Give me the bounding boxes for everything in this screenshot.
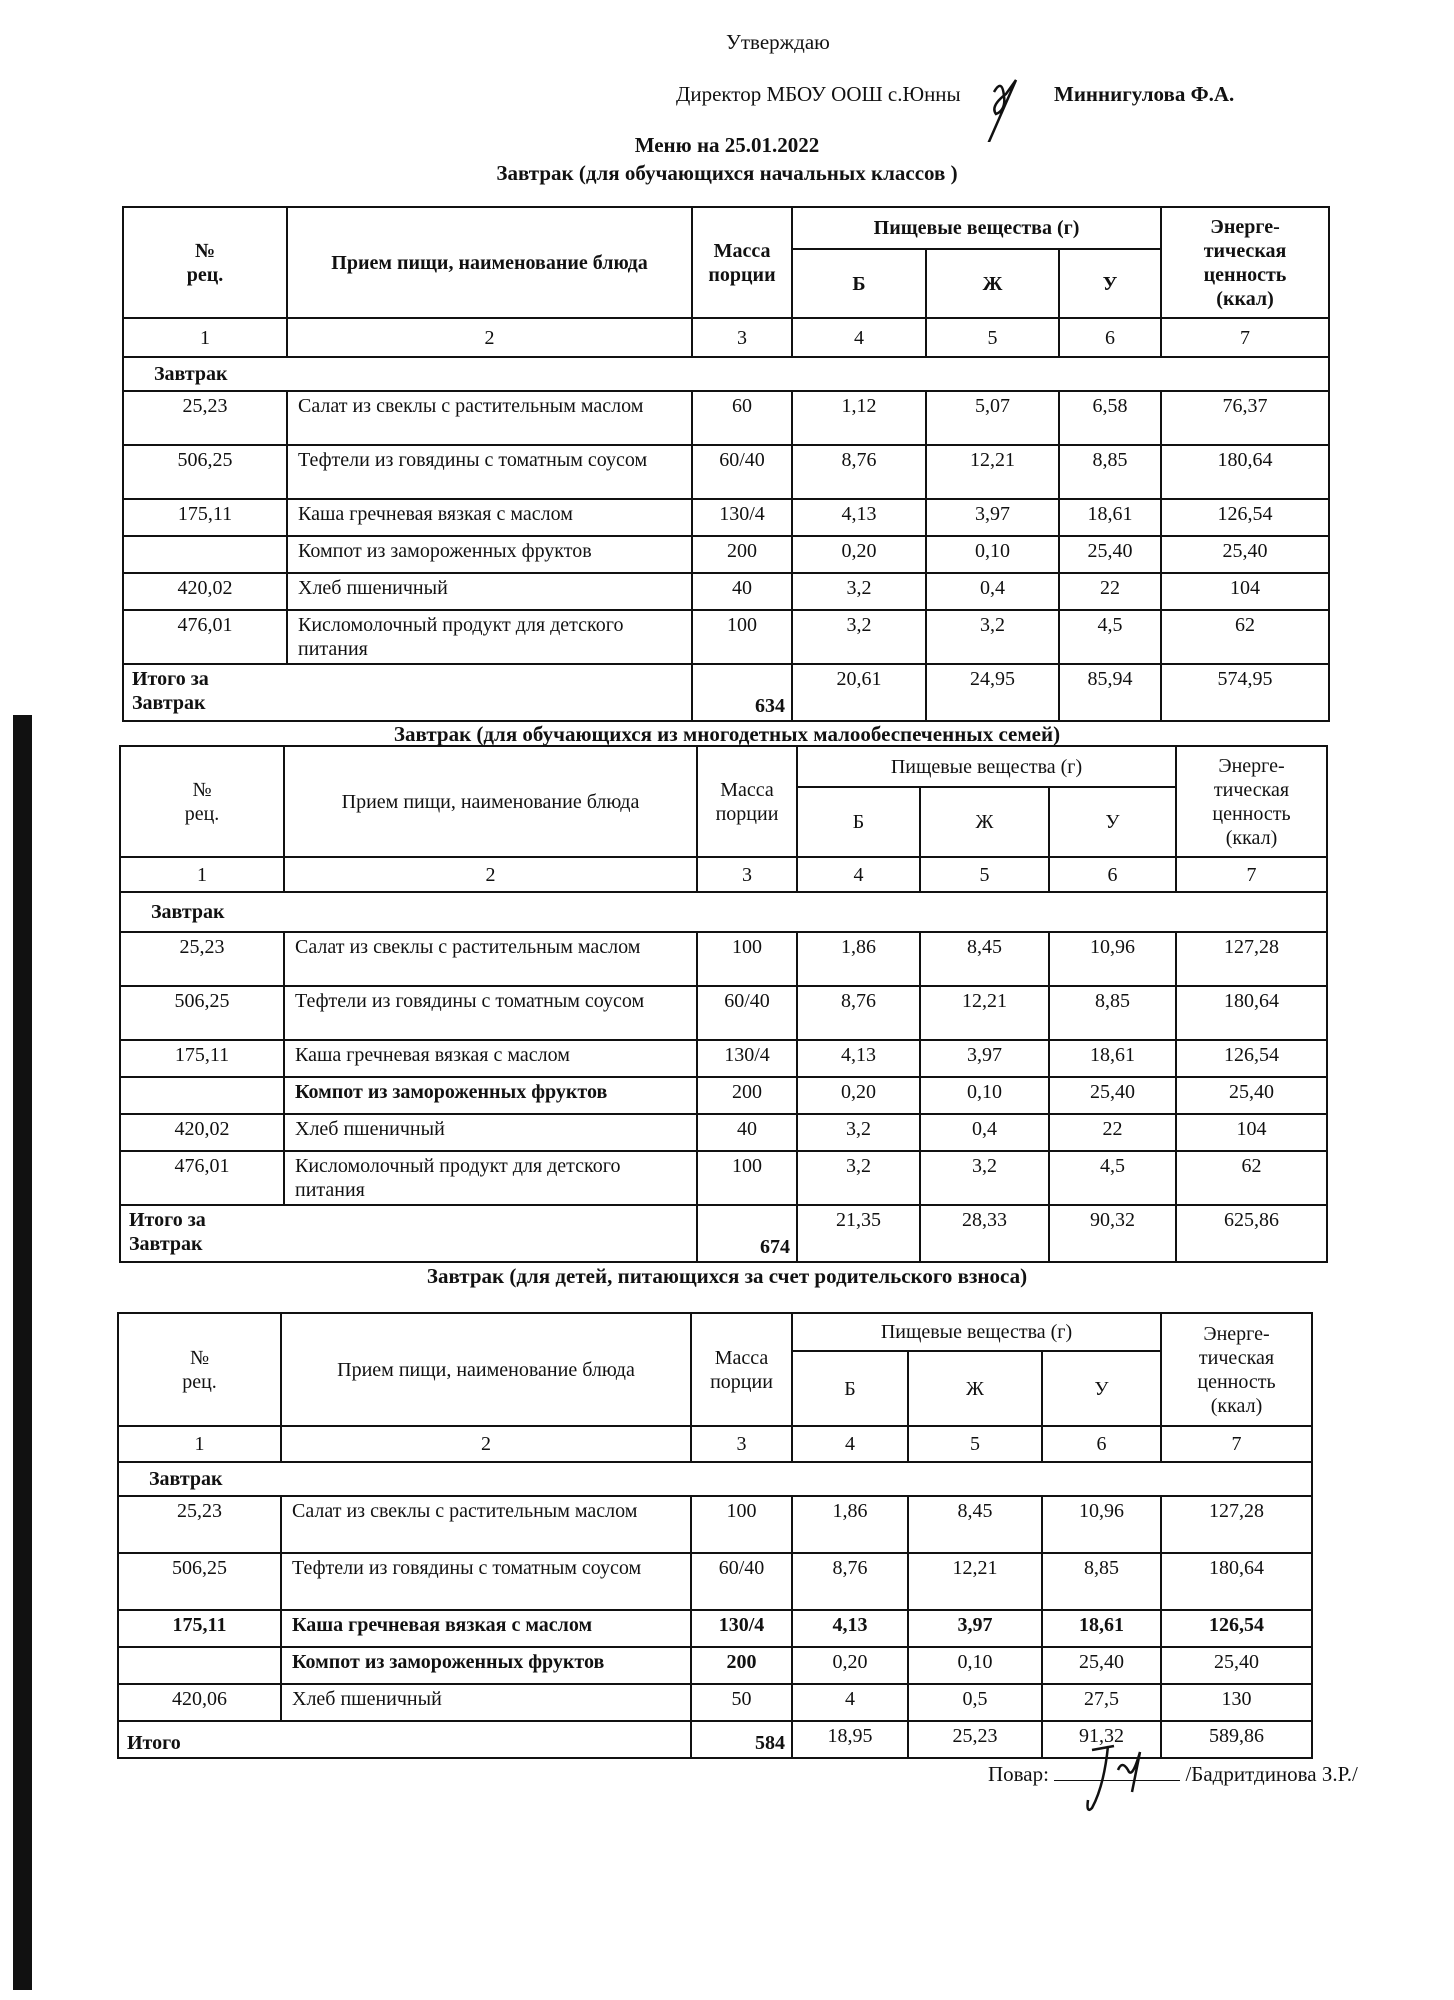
energy-kcal: 104 [1176,1114,1327,1151]
carbs: 18,61 [1042,1610,1161,1647]
header-carbs: У [1042,1351,1161,1426]
header-nutrients: Пищевые вещества (г) [792,207,1161,249]
recipe-no: 25,23 [120,932,284,986]
table-row [120,1151,1327,1205]
section-row [123,357,1329,391]
column-number: 6 [1049,857,1176,892]
header-line: № [189,1346,210,1369]
total-mass: 674 [697,1205,797,1262]
section-label: Завтрак [120,892,1327,932]
director-line [676,82,1235,107]
portion-mass: 100 [697,1151,797,1205]
fat: 3,2 [920,1151,1049,1205]
header-line: тическая [1213,778,1290,801]
dish-name: Тефтели из говядины с томатным соусом [281,1553,691,1610]
header-line: порции [715,802,779,825]
table-row [118,1553,1312,1610]
carbs: 10,96 [1049,932,1176,986]
header-line: (ккал) [1210,1394,1263,1417]
portion-mass: 40 [692,573,792,610]
column-number: 5 [926,318,1059,357]
fat: 3,97 [908,1610,1042,1647]
header-line: рец. [186,263,224,286]
total-mass: 584 [691,1721,792,1758]
dish-name: Хлеб пшеничный [281,1684,691,1721]
dish-name: Тефтели из говядины с томатным соусом [287,445,692,499]
table-row [120,1040,1327,1077]
table-2-title: Завтрак (для обучающихся из многодетных малообеспеченных семей) [393,722,1061,746]
table-row [118,1684,1312,1721]
portion-mass: 130/4 [697,1040,797,1077]
header-line: Энерге- [1218,754,1285,777]
director-name: Миннигулова Ф.А. [1054,82,1235,106]
header-protein: Б [792,1351,908,1426]
recipe-no: 175,11 [123,499,287,536]
energy-kcal: 25,40 [1161,1647,1312,1684]
section-row [118,1462,1312,1496]
table-row [123,391,1329,445]
total-carbs: 90,32 [1049,1205,1176,1262]
header-mass [697,746,797,857]
energy-kcal: 130 [1161,1684,1312,1721]
header-dish: Прием пищи, наименование блюда [281,1313,691,1426]
header-line: тическая [1203,239,1287,262]
dish-name: Хлеб пшеничный [284,1114,697,1151]
table-3-title: Завтрак (для детей, питающихся за счет родительского взноса) [426,1264,1028,1288]
energy-kcal: 180,64 [1161,1553,1312,1610]
total-label [120,1205,697,1262]
fat: 0,10 [908,1647,1042,1684]
recipe-no: 175,11 [118,1610,281,1647]
table-row [120,1077,1327,1114]
fat: 3,97 [920,1040,1049,1077]
header-carbs: У [1049,787,1176,857]
total-carbs: 85,94 [1059,664,1161,721]
fat: 3,97 [926,499,1059,536]
header-row [118,1313,1312,1351]
header-nutrients: Пищевые вещества (г) [792,1313,1161,1351]
energy-kcal: 25,40 [1176,1077,1327,1114]
header-dish: Прием пищи, наименование блюда [284,746,697,857]
header-energy [1161,1313,1312,1426]
protein: 8,76 [792,1553,908,1610]
dish-name: Салат из свеклы с растительным маслом [281,1496,691,1553]
menu-title: Меню на 25.01.2022 [634,133,820,157]
header-protein: Б [797,787,920,857]
protein: 8,76 [792,445,926,499]
column-number: 4 [792,1426,908,1462]
column-number-row [120,857,1327,892]
column-number: 1 [118,1426,281,1462]
energy-kcal: 62 [1176,1151,1327,1205]
dish-name: Каша гречневая вязкая с маслом [287,499,692,536]
header-carbs: У [1059,249,1161,318]
header-row [123,207,1329,249]
table-row [118,1647,1312,1684]
dish-name: Хлеб пшеничный [287,573,692,610]
recipe-no [123,536,287,573]
table-row [123,610,1329,664]
fat: 0,10 [920,1077,1049,1114]
header-mass [691,1313,792,1426]
header-mass [692,207,792,318]
portion-mass: 130/4 [692,499,792,536]
column-number: 5 [908,1426,1042,1462]
total-mass: 634 [692,664,792,721]
energy-kcal: 62 [1161,610,1329,664]
column-number: 7 [1161,1426,1312,1462]
header-line: № [194,239,216,262]
column-number: 2 [281,1426,691,1462]
header-recipe-no [120,746,284,857]
column-number: 6 [1059,318,1161,357]
header-line: № [192,778,212,801]
carbs: 25,40 [1049,1077,1176,1114]
header-line: рец. [184,802,220,825]
portion-mass: 60/40 [691,1553,792,1610]
protein: 3,2 [792,610,926,664]
protein: 3,2 [792,573,926,610]
dish-name: Каша гречневая вязкая с маслом [284,1040,697,1077]
fat: 8,45 [908,1496,1042,1553]
portion-mass: 200 [691,1647,792,1684]
protein: 0,20 [797,1077,920,1114]
carbs: 8,85 [1049,986,1176,1040]
column-number: 3 [691,1426,792,1462]
recipe-no: 420,02 [123,573,287,610]
header-energy [1161,207,1329,318]
header-energy [1176,746,1327,857]
header-line: ценность [1203,263,1287,286]
dish-name: Каша гречневая вязкая с маслом [281,1610,691,1647]
recipe-no: 420,02 [120,1114,284,1151]
header-line: порции [710,1370,773,1393]
cook-signature-line [988,1762,1358,1787]
table-row [123,536,1329,573]
carbs: 8,85 [1059,445,1161,499]
cook-name: /Бадритдинова З.Р./ [1185,1762,1358,1786]
carbs: 8,85 [1042,1553,1161,1610]
column-number: 7 [1161,318,1329,357]
energy-kcal: 126,54 [1161,1610,1312,1647]
carbs: 10,96 [1042,1496,1161,1553]
recipe-no [118,1647,281,1684]
total-label [123,664,692,721]
total-protein: 18,95 [792,1721,908,1758]
energy-kcal: 180,64 [1161,445,1329,499]
header-row [120,746,1327,787]
carbs: 4,5 [1059,610,1161,664]
recipe-no: 476,01 [123,610,287,664]
portion-mass: 130/4 [691,1610,792,1647]
dish-name: Компот из замороженных фруктов [284,1077,697,1114]
total-label-text: Итого за Завтрак [132,668,209,714]
total-label: Итого [118,1721,691,1758]
header-line: (ккал) [1225,826,1278,849]
table-row [120,986,1327,1040]
column-number-row [123,318,1329,357]
header-line: тическая [1198,1346,1275,1369]
dish-name: Кисломолочный продукт для детского питания [284,1151,697,1205]
column-number: 4 [797,857,920,892]
column-number: 2 [287,318,692,357]
portion-mass: 60/40 [697,986,797,1040]
table-row [123,499,1329,536]
energy-kcal: 126,54 [1176,1040,1327,1077]
header-fat: Ж [908,1351,1042,1426]
fat: 3,2 [926,610,1059,664]
total-energy: 589,86 [1161,1721,1312,1758]
fat: 12,21 [920,986,1049,1040]
total-carbs: 91,32 [1042,1721,1161,1758]
cook-signature [1074,1740,1164,1820]
portion-mass: 200 [697,1077,797,1114]
header-nutrients: Пищевые вещества (г) [797,746,1176,787]
portion-mass: 100 [697,932,797,986]
recipe-no: 25,23 [123,391,287,445]
total-protein: 21,35 [797,1205,920,1262]
column-number: 3 [697,857,797,892]
recipe-no: 506,25 [118,1553,281,1610]
total-energy: 574,95 [1161,664,1329,721]
fat: 5,07 [926,391,1059,445]
portion-mass: 50 [691,1684,792,1721]
portion-mass: 60/40 [692,445,792,499]
total-fat: 24,95 [926,664,1059,721]
protein: 4 [792,1684,908,1721]
header-line: Масса [713,239,771,262]
header-line: ценность [1212,802,1291,825]
portion-mass: 40 [697,1114,797,1151]
recipe-no: 506,25 [123,445,287,499]
scan-edge-bar [13,715,32,1990]
header-line: порции [708,263,776,286]
total-energy: 625,86 [1176,1205,1327,1262]
carbs: 6,58 [1059,391,1161,445]
recipe-no: 420,06 [118,1684,281,1721]
column-number: 4 [792,318,926,357]
header-fat: Ж [926,249,1059,318]
fat: 0,10 [926,536,1059,573]
protein: 3,2 [797,1151,920,1205]
recipe-no [120,1077,284,1114]
fat: 12,21 [908,1553,1042,1610]
fat: 12,21 [926,445,1059,499]
dish-name: Тефтели из говядины с томатным соусом [284,986,697,1040]
protein: 3,2 [797,1114,920,1151]
header-recipe-no [118,1313,281,1426]
table-row [120,1114,1327,1151]
header-dish: Прием пищи, наименование блюда [287,207,692,318]
column-number: 1 [123,318,287,357]
table-row [118,1496,1312,1553]
column-number: 5 [920,857,1049,892]
recipe-no: 175,11 [120,1040,284,1077]
total-fat: 28,33 [920,1205,1049,1262]
energy-kcal: 127,28 [1161,1496,1312,1553]
carbs: 27,5 [1042,1684,1161,1721]
energy-kcal: 25,40 [1161,536,1329,573]
carbs: 22 [1059,573,1161,610]
dish-name: Компот из замороженных фруктов [287,536,692,573]
column-number: 2 [284,857,697,892]
carbs: 25,40 [1059,536,1161,573]
table-row [120,932,1327,986]
total-label-text: Итого за Завтрак [129,1209,206,1255]
header-fat: Ж [920,787,1049,857]
section-label: Завтрак [118,1462,1312,1496]
dish-name: Салат из свеклы с растительным маслом [287,391,692,445]
recipe-no: 506,25 [120,986,284,1040]
carbs: 18,61 [1059,499,1161,536]
header-recipe-no [123,207,287,318]
column-number: 6 [1042,1426,1161,1462]
total-row [120,1205,1327,1262]
energy-kcal: 104 [1161,573,1329,610]
protein: 8,76 [797,986,920,1040]
header-line: Масса [720,778,774,801]
header-line: Энерге- [1203,1322,1270,1345]
header-line: Энерге- [1210,215,1280,238]
carbs: 22 [1049,1114,1176,1151]
recipe-no: 476,01 [120,1151,284,1205]
header-line: (ккал) [1216,287,1274,310]
dish-name: Компот из замороженных фруктов [281,1647,691,1684]
portion-mass: 60 [692,391,792,445]
column-number: 3 [692,318,792,357]
dish-name: Салат из свеклы с растительным маслом [284,932,697,986]
header-line: рец. [182,1370,217,1393]
protein: 1,86 [797,932,920,986]
director-signature [974,72,1034,142]
protein: 4,13 [792,499,926,536]
protein: 4,13 [792,1610,908,1647]
fat: 0,4 [926,573,1059,610]
fat: 0,5 [908,1684,1042,1721]
protein: 4,13 [797,1040,920,1077]
section-row [120,892,1327,932]
protein: 0,20 [792,1647,908,1684]
table-row [118,1610,1312,1647]
carbs: 25,40 [1042,1647,1161,1684]
approval-label: Утверждаю [726,30,830,54]
director-title: Директор МБОУ ООШ с.Юнны [676,82,961,106]
carbs: 18,61 [1049,1040,1176,1077]
menu-table-primary [122,206,1330,722]
table-1-title: Завтрак (для обучающихся начальных классов ) [496,161,958,185]
portion-mass: 200 [692,536,792,573]
signature-line [1054,1762,1180,1781]
total-fat: 25,23 [908,1721,1042,1758]
table-row [123,445,1329,499]
menu-table-large-families [119,745,1328,1263]
total-row [123,664,1329,721]
recipe-no: 25,23 [118,1496,281,1553]
protein: 1,86 [792,1496,908,1553]
header-protein: Б [792,249,926,318]
fat: 8,45 [920,932,1049,986]
carbs: 4,5 [1049,1151,1176,1205]
energy-kcal: 76,37 [1161,391,1329,445]
energy-kcal: 127,28 [1176,932,1327,986]
menu-table-parent-paid [117,1312,1313,1759]
protein: 0,20 [792,536,926,573]
portion-mass: 100 [692,610,792,664]
table-row [123,573,1329,610]
header-line: ценность [1197,1370,1276,1393]
column-number: 7 [1176,857,1327,892]
protein: 1,12 [792,391,926,445]
fat: 0,4 [920,1114,1049,1151]
energy-kcal: 180,64 [1176,986,1327,1040]
section-label: Завтрак [123,357,1329,391]
cook-label: Повар: [988,1762,1049,1786]
column-number-row [118,1426,1312,1462]
energy-kcal: 126,54 [1161,499,1329,536]
total-protein: 20,61 [792,664,926,721]
header-line: Масса [714,1346,769,1369]
column-number: 1 [120,857,284,892]
dish-name: Кисломолочный продукт для детского питания [287,610,692,664]
portion-mass: 100 [691,1496,792,1553]
